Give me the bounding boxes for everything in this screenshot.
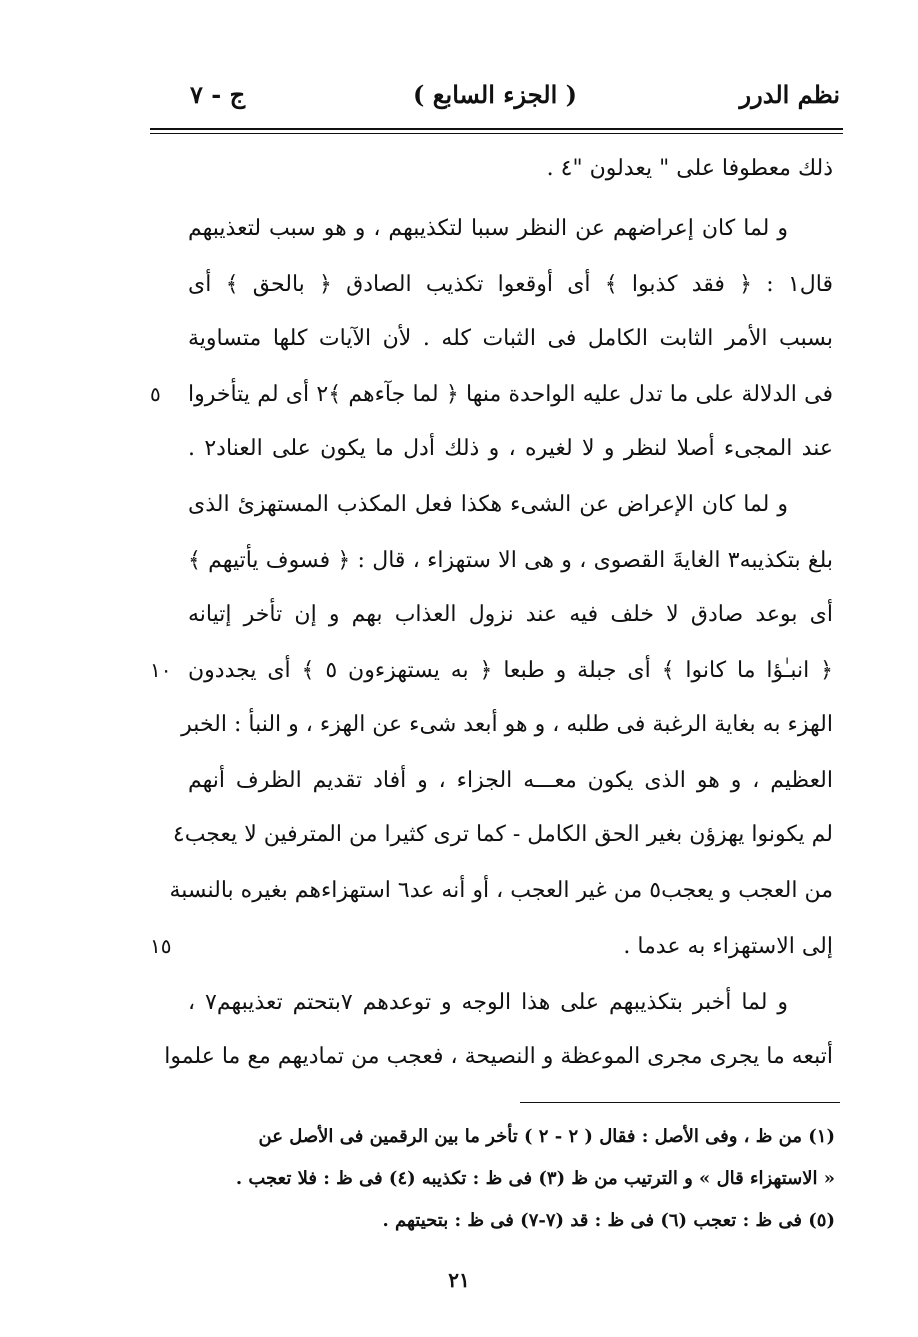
margin-line-number: ١٠ [150, 658, 172, 682]
margin-line-number: ١٥ [150, 934, 172, 958]
text-line: و لما أخبر بتكذيبهم على هذا الوجه و توعدهم ٧بتحتم تعذيبهم٧ ، [188, 990, 789, 1015]
text-line: و لما كان إعراضهم عن النظر سببا لتكذيبهم ، و هو سبب لتعذيبهم [188, 216, 788, 241]
footnote-line: (١) من ظ ، وفى الأصل : فقال ( ٢ - ٢ ) تأخر ما بين الرقمين فى الأصل عن [258, 1126, 835, 1147]
text-line: من العجب و يعجب٥ من غير العجب ، أو أنه عد٦ استهزاءهم بغيره بالنسبة [169, 878, 833, 903]
volume-short: ج - ٧ [190, 80, 246, 109]
footnote-rule [520, 1102, 840, 1103]
text-line: بلغ بتكذيبه٣ الغايةَ القصوى ، و هى الا ستهزاء ، قال : ﴿ فسوف يأتيهم ﴾ [188, 548, 834, 573]
text-line: لم يكونوا يهزؤن بغير الحق الكامل - كما ترى كثيرا من المترفين لا يعجب٤ [172, 822, 833, 847]
footnote-line: « الاستهزاء قال » و الترتيب من ظ (٣) فى ظ : تكذيبه (٤) فى ظ : فلا تعجب . [235, 1168, 835, 1189]
text-line: و لما كان الإعراض عن الشىء هكذا فعل المكذب المستهزئ الذى [188, 492, 788, 517]
text-line: العظيم ، و هو الذى يكون معـــه الجزاء ، و أفاد تقديم الظرف أنهم [188, 768, 833, 793]
book-title: نظم الدرر [739, 80, 840, 109]
margin-line-number: ٥ [150, 382, 161, 406]
header-rule-thin [150, 133, 843, 134]
volume-label: ( الجزء السابع ) [413, 80, 577, 109]
text-line: عند المجىء أصلا لنظر و لا لغيره ، و ذلك أدل ما يكون على العناد٢ . [188, 436, 833, 461]
header-rule [150, 128, 843, 130]
running-header [150, 80, 840, 120]
text-line: أتبعه ما يجرى مجرى الموعظة و النصيحة ، فعجب من تماديهم مع ما علموا [164, 1044, 833, 1069]
text-line: بسبب الأمر الثابت الكامل فى الثبات كله . لأن الآيات كلها متساوية [188, 326, 833, 351]
page-number: ٢١ [448, 1268, 470, 1292]
text-line: ذلك معطوفا على " يعدلون "٤ . [546, 156, 833, 181]
text-line: ﴿ انبـٰؤا ما كانوا ﴾ أى جبلة و طبعا ﴿ به يستهزءون ٥ ﴾ أى يجددون [188, 658, 833, 683]
text-line: قال١ : ﴿ فقد كذبوا ﴾ أى أوقعوا تكذيب الصادق ﴿ بالحق ﴾ أى [188, 272, 833, 297]
text-line: الهزء به بغاية الرغبة فى طلبه ، و هو أبعد شىء عن الهزء ، و النبأ : الخبر [181, 712, 833, 737]
text-line: إلى الاستهزاء به عدما . [623, 934, 833, 959]
text-line: فى الدلالة على ما تدل عليه الواحدة منها ﴿ لما جآءهم ﴾٢ أى لم يتأخروا [188, 382, 833, 407]
text-line: أى بوعد صادق لا خلف فيه عند نزول العذاب بهم و إن تأخر إتيانه [188, 602, 833, 627]
footnote-line: (٥) فى ظ : تعجب (٦) فى ظ : قد (٧-٧) فى ظ : بتحيتهم . [382, 1210, 835, 1231]
